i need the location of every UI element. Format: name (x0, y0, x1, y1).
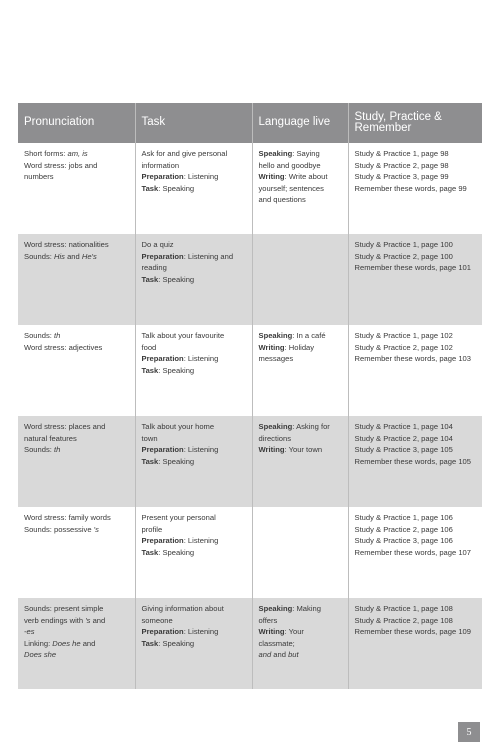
task-description: food (141, 342, 157, 352)
syllabus-table (18, 103, 482, 689)
pronunciation-text: Short forms: (24, 149, 68, 158)
study-reference: Remember these words, page 109 (354, 627, 472, 636)
study-reference: Remember these words, page 101 (354, 263, 472, 272)
language-text: and (271, 650, 289, 659)
study-reference: Study & Practice 2, page 108 (354, 615, 453, 625)
pronunciation-line (24, 615, 129, 627)
cell-study-practice (348, 143, 482, 234)
task-activity (142, 547, 246, 559)
pronunciation-line (24, 251, 129, 263)
language-skill-label: Writing (258, 172, 285, 181)
table-body (18, 143, 482, 689)
language-text: : Your town (284, 445, 323, 454)
task-activity (142, 638, 246, 650)
task-activity (142, 456, 246, 468)
language-line (259, 626, 342, 638)
language-skill-label: Speaking (258, 149, 293, 158)
language-line (259, 160, 342, 172)
study-reference: Study & Practice 3, page 99 (354, 172, 449, 181)
pronunciation-text: Sounds: possessive (24, 524, 94, 534)
table-row (18, 416, 482, 507)
language-text: : Making (292, 604, 321, 613)
pronunciation-text: verb endings with (24, 615, 86, 625)
preparation-value: : Listening (183, 354, 219, 363)
pronunciation-line (24, 626, 129, 638)
preparation-label: Preparation (141, 251, 184, 261)
table-row (18, 598, 482, 689)
pronunciation-text: Sounds: (24, 251, 54, 261)
task-value: : Speaking (158, 183, 195, 193)
language-line (259, 433, 342, 445)
pronunciation-text: Sounds: (24, 331, 54, 340)
cell-task (135, 598, 252, 689)
language-text: : Your (284, 627, 304, 636)
preparation-value: : Listening and (183, 251, 234, 261)
task-value: : Speaking (158, 456, 195, 466)
pronunciation-text: Linking: (24, 638, 53, 648)
cell-language-live (252, 234, 348, 325)
cell-pronunciation (18, 143, 135, 234)
pronunciation-line (24, 148, 129, 160)
language-text: yourself; sentences (258, 183, 324, 193)
language-text: hello and goodbye (258, 160, 321, 170)
pronunciation-example: th (53, 331, 61, 340)
language-text: : In a café (292, 331, 326, 340)
task-description: Talk about your home (141, 422, 215, 431)
task-value: : Speaking (158, 274, 195, 284)
language-line (259, 171, 342, 183)
preparation-label: Preparation (141, 536, 184, 545)
language-line (259, 649, 342, 661)
header-study-line1: Study, Practice & (354, 110, 442, 123)
language-text: messages (258, 354, 294, 363)
pronunciation-example: am, is (67, 149, 88, 158)
study-reference: Remember these words, page 107 (354, 547, 472, 557)
preparation-label: Preparation (141, 445, 184, 454)
cell-study-practice (348, 234, 482, 325)
pronunciation-text: natural features (24, 433, 77, 443)
pronunciation-line (24, 638, 129, 650)
task-description: town (141, 433, 158, 443)
preparation-label: Preparation (141, 627, 184, 636)
language-text: offers (258, 615, 278, 625)
pronunciation-text: Word stress: adjectives (24, 342, 103, 352)
study-reference: Study & Practice 1, page 102 (354, 331, 453, 340)
table-row (18, 507, 482, 598)
preparation-value: : Listening (183, 627, 219, 636)
language-example: and (258, 650, 272, 659)
language-line (259, 615, 342, 627)
pronunciation-text: Word stress: places and (24, 422, 106, 431)
pronunciation-example: th (53, 445, 61, 454)
header-language-live: Language live (252, 103, 348, 143)
header-task: Task (135, 103, 252, 143)
task-activity (142, 365, 246, 377)
language-text: and questions (258, 195, 306, 204)
language-line (259, 603, 342, 615)
task-preparation (142, 535, 246, 547)
pronunciation-example: 's (85, 615, 91, 625)
header-study-practice-remember (348, 103, 482, 143)
table-row (18, 234, 482, 325)
language-skill-label: Speaking (258, 331, 293, 340)
task-activity (142, 183, 246, 195)
task-value: : Speaking (158, 365, 195, 375)
pronunciation-line (24, 433, 129, 445)
study-reference: Study & Practice 2, page 102 (354, 342, 453, 352)
language-line (259, 330, 342, 342)
task-description: profile (141, 524, 163, 534)
pronunciation-example: -es (24, 627, 35, 636)
task-description: someone (141, 615, 173, 625)
pronunciation-example: 's (93, 524, 99, 534)
cell-pronunciation (18, 234, 135, 325)
cell-language-live (252, 507, 348, 598)
language-line (259, 353, 342, 365)
task-description: Present your personal (141, 513, 216, 522)
cell-language-live (252, 143, 348, 234)
table-row (18, 325, 482, 416)
cell-task (135, 325, 252, 416)
preparation-value: reading (141, 263, 167, 272)
task-preparation (142, 251, 246, 263)
pronunciation-line (24, 160, 129, 172)
task-label: Task (141, 638, 159, 648)
task-activity (142, 274, 246, 286)
task-label: Task (141, 365, 159, 375)
task-description: Do a quiz (141, 240, 174, 249)
cell-language-live (252, 416, 348, 507)
study-reference: Study & Practice 1, page 98 (354, 149, 449, 158)
task-description: Talk about your favourite (141, 331, 225, 340)
task-description: information (141, 160, 180, 170)
language-line (259, 183, 342, 195)
language-line (259, 444, 342, 456)
cell-task (135, 507, 252, 598)
study-reference: Remember these words, page 103 (354, 354, 472, 363)
pronunciation-text: and (90, 615, 106, 625)
pronunciation-line (24, 239, 129, 251)
cell-pronunciation (18, 416, 135, 507)
pronunciation-example: He's (81, 251, 97, 261)
study-reference: Remember these words, page 99 (354, 183, 467, 193)
pronunciation-text: Sounds: present simple (24, 604, 104, 613)
pronunciation-text: Word stress: jobs and (24, 160, 98, 170)
study-reference: Study & Practice 2, page 106 (354, 524, 453, 534)
pronunciation-line (24, 444, 129, 456)
language-text: directions (258, 433, 291, 443)
language-line (259, 638, 342, 650)
pronunciation-example: His (53, 251, 65, 261)
study-reference: Study & Practice 3, page 105 (354, 445, 453, 454)
preparation-value: : Listening (183, 536, 219, 545)
language-skill-label: Writing (258, 342, 285, 352)
study-reference: Study & Practice 1, page 108 (354, 604, 453, 613)
cell-task (135, 234, 252, 325)
task-label: Task (141, 274, 159, 284)
task-preparation (142, 353, 246, 365)
cell-language-live (252, 598, 348, 689)
pronunciation-line (24, 603, 129, 615)
pronunciation-text: Word stress: nationalities (24, 240, 109, 249)
task-label: Task (141, 547, 159, 557)
header-pronunciation: Pronunciation (18, 103, 135, 143)
language-skill-label: Writing (258, 627, 285, 636)
pronunciation-line (24, 171, 129, 183)
pronunciation-line (24, 649, 129, 661)
task-preparation (142, 444, 246, 456)
cell-pronunciation (18, 507, 135, 598)
study-reference: Study & Practice 2, page 104 (354, 433, 453, 443)
language-example: but (288, 650, 299, 659)
cell-study-practice (348, 507, 482, 598)
task-label: Task (141, 183, 159, 193)
pronunciation-text: and (80, 638, 96, 648)
preparation-value: : Listening (183, 445, 219, 454)
cell-study-practice (348, 598, 482, 689)
language-text: : Holiday (284, 342, 315, 352)
task-preparation (142, 626, 246, 638)
preparation-label: Preparation (141, 354, 184, 363)
language-text: : Saying (292, 149, 320, 158)
pronunciation-example: Does she (24, 650, 57, 659)
cell-study-practice (348, 325, 482, 416)
cell-pronunciation (18, 598, 135, 689)
study-reference: Study & Practice 2, page 98 (354, 160, 449, 170)
study-reference: Study & Practice 2, page 100 (354, 251, 453, 261)
language-text: classmate; (258, 638, 295, 648)
pronunciation-line (24, 342, 129, 354)
language-skill-label: Writing (258, 445, 285, 454)
pronunciation-text: Word stress: family words (24, 513, 111, 522)
language-text: : Write about (284, 172, 328, 181)
header-study-line2: Remember (354, 122, 412, 134)
task-description: Giving information about (141, 604, 224, 613)
language-skill-label: Speaking (258, 422, 293, 431)
cell-task (135, 416, 252, 507)
task-description: Ask for and give personal (141, 149, 228, 158)
cell-study-practice (348, 416, 482, 507)
study-reference: Study & Practice 3, page 106 (354, 536, 453, 545)
cell-language-live (252, 325, 348, 416)
task-value: : Speaking (158, 547, 195, 557)
pronunciation-text: and (64, 251, 82, 261)
preparation-label: Preparation (141, 172, 184, 181)
language-line (259, 148, 342, 160)
language-line (259, 194, 342, 206)
study-reference: Study & Practice 1, page 104 (354, 422, 453, 431)
pronunciation-example: Does he (52, 638, 81, 648)
table-row (18, 143, 482, 234)
table-header (18, 103, 482, 143)
task-value: : Speaking (158, 638, 195, 648)
task-preparation (142, 171, 246, 183)
pronunciation-text: Sounds: (24, 445, 54, 454)
pronunciation-line (24, 524, 129, 536)
pronunciation-line (24, 330, 129, 342)
study-reference: Remember these words, page 105 (354, 456, 472, 466)
language-line (259, 342, 342, 354)
language-text: : Asking for (292, 422, 330, 431)
cell-task (135, 143, 252, 234)
page-number: 5 (458, 722, 480, 742)
pronunciation-text: numbers (24, 172, 54, 181)
pronunciation-line (24, 421, 129, 433)
cell-pronunciation (18, 325, 135, 416)
task-label: Task (141, 456, 159, 466)
preparation-value: : Listening (183, 172, 219, 181)
study-reference: Study & Practice 1, page 100 (354, 240, 453, 249)
language-skill-label: Speaking (258, 604, 293, 613)
pronunciation-line (24, 512, 129, 524)
language-line (259, 421, 342, 433)
study-reference: Study & Practice 1, page 106 (354, 513, 453, 522)
